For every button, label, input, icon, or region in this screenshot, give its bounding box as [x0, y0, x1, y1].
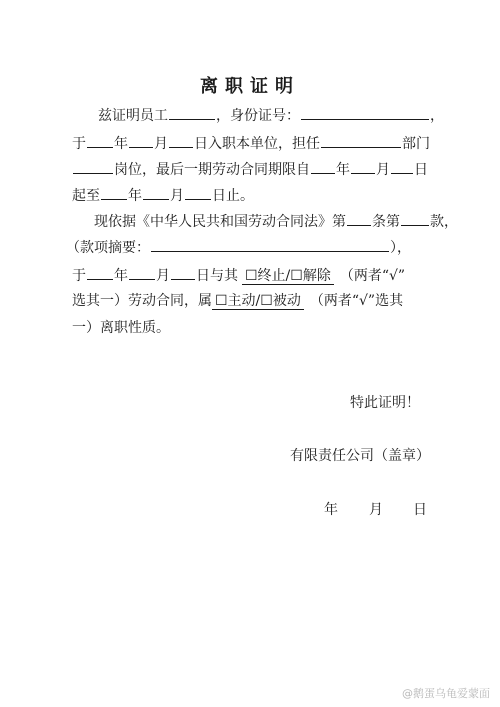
text: 日入职本单位，担任: [194, 136, 320, 152]
text: 现依据《中华人民共和国劳动合同法》第: [94, 214, 346, 230]
terminate-dissolve-choice[interactable]: ☐终止/☐解除: [242, 268, 334, 285]
line-contract-type: [72, 291, 403, 311]
line-entry-date: [72, 132, 430, 154]
watermark: @鹅蛋乌龟爱蒙面: [402, 687, 490, 700]
termination-day-blank[interactable]: [171, 264, 195, 280]
text: （两者“√”选其: [309, 293, 404, 309]
text: ，身份证号：: [216, 108, 300, 124]
text: 月: [156, 268, 170, 284]
text: 部门: [402, 136, 430, 152]
department-blank[interactable]: [321, 132, 401, 148]
contract-start-day-blank[interactable]: [391, 158, 413, 174]
entry-month-blank[interactable]: [129, 132, 153, 148]
entry-day-blank[interactable]: [169, 132, 193, 148]
line-contract-end: [72, 184, 254, 206]
article-blank[interactable]: [347, 210, 371, 226]
line-clause-summary: [66, 236, 411, 258]
text: 日: [414, 162, 428, 178]
text: 一）离职性质。: [72, 320, 170, 336]
contract-end-year-blank[interactable]: [101, 184, 127, 200]
line-contract-start: [72, 158, 428, 180]
employee-name-blank[interactable]: [169, 104, 215, 120]
contract-start-year-blank[interactable]: [311, 158, 335, 174]
line-termination: [72, 264, 405, 286]
text: 于: [72, 136, 86, 152]
date-year: 年: [324, 502, 338, 518]
text: 起至: [72, 188, 100, 204]
date-day: 日: [413, 502, 427, 518]
text: （款项摘要：: [66, 240, 150, 256]
text: （两者“√”: [339, 268, 406, 284]
text: ，: [430, 108, 444, 124]
page-title: 离职证明: [200, 76, 300, 97]
position-blank[interactable]: [73, 158, 113, 174]
date-month: 月: [369, 502, 383, 518]
line-legal-basis: [94, 210, 458, 232]
text: 岗位，最后一期劳动合同期限自: [114, 162, 310, 178]
company-seal-line: 有限责任公司（盖章）: [290, 448, 430, 464]
contract-end-day-blank[interactable]: [185, 184, 211, 200]
text: 年: [128, 188, 142, 204]
text: 月: [170, 188, 184, 204]
id-number-blank[interactable]: [301, 104, 429, 120]
voluntary-involuntary-choice[interactable]: ☐主动/☐被动: [212, 293, 304, 310]
termination-year-blank[interactable]: [87, 264, 113, 280]
contract-start-month-blank[interactable]: [351, 158, 375, 174]
text: 条第: [372, 214, 400, 230]
text: 款，: [430, 214, 458, 230]
text: 年: [336, 162, 350, 178]
contract-end-month-blank[interactable]: [143, 184, 169, 200]
clause-blank[interactable]: [401, 210, 429, 226]
text: 年: [114, 268, 128, 284]
text: 兹证明员工: [98, 108, 168, 124]
clause-summary-blank[interactable]: [151, 236, 389, 252]
text: ），: [390, 240, 411, 256]
text: 于: [72, 268, 86, 284]
closing-text: 特此证明！: [350, 395, 420, 411]
text: 月: [154, 136, 168, 152]
text: 月: [376, 162, 390, 178]
text: 日与其: [196, 268, 238, 284]
line-resignation-nature: [72, 318, 170, 338]
line-employee-id: [98, 104, 444, 126]
entry-year-blank[interactable]: [87, 132, 113, 148]
text: 日止。: [212, 188, 254, 204]
text: 选其一）劳动合同，属: [72, 293, 212, 309]
text: 年: [114, 136, 128, 152]
termination-month-blank[interactable]: [129, 264, 155, 280]
